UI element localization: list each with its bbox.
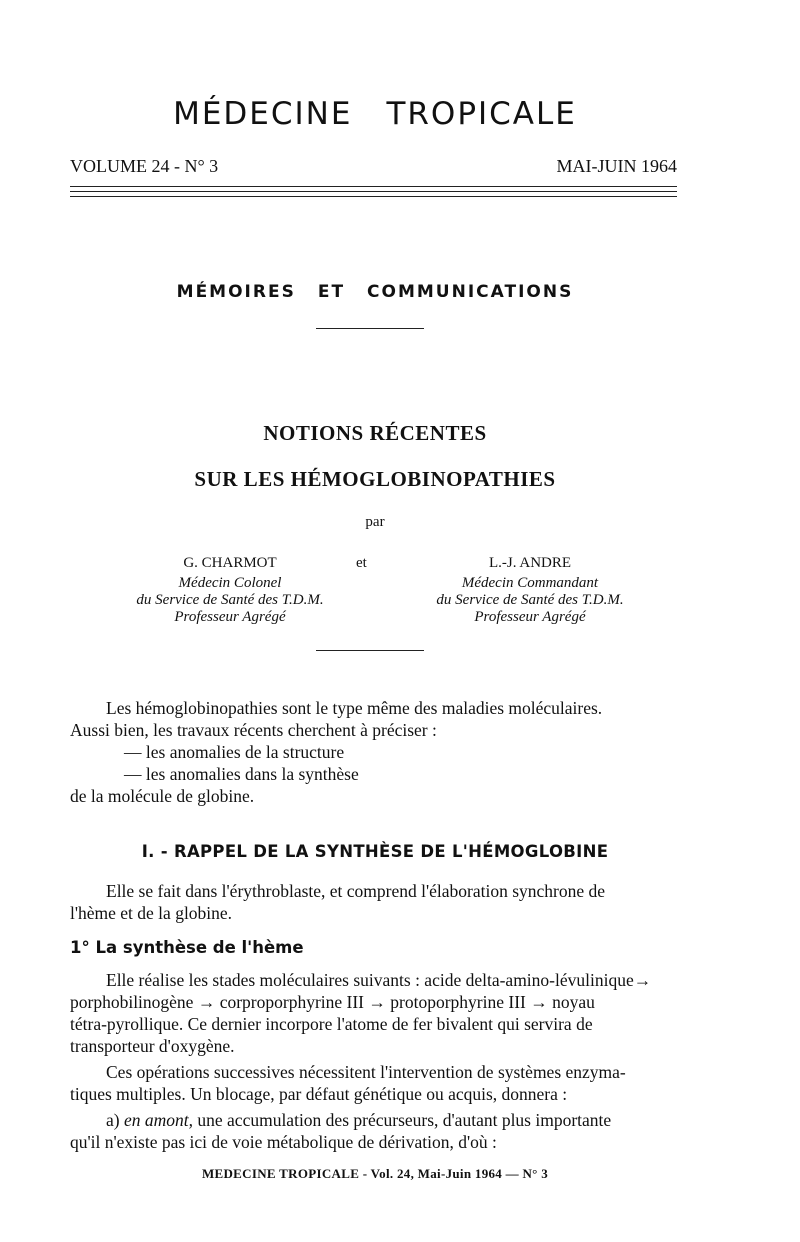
p4-italic: en amont, bbox=[123, 1110, 194, 1130]
author-2-title: Professeur Agrégé bbox=[474, 609, 586, 625]
p2-line3: tétra-pyrollique. Ce dernier incorpore l'atome de fer bivalent qui servira de bbox=[70, 1014, 593, 1034]
byline-and: et bbox=[356, 555, 367, 571]
page-footer: MEDECINE TROPICALE - Vol. 24, Mai-Juin 1964 — N° 3 bbox=[201, 1166, 549, 1181]
intro-line1: Les hémoglobinopathies sont le type même des maladies moléculaires. bbox=[106, 698, 603, 718]
p2-line1: Elle réalise les stades moléculaires suivants : acide delta-amino-lévulinique→ bbox=[106, 970, 652, 990]
issue-date: MAI-JUIN 1964 bbox=[556, 156, 677, 176]
article-title-line1: NOTIONS RÉCENTES bbox=[263, 421, 487, 445]
intro-end: de la molécule de globine. bbox=[70, 786, 255, 806]
author-2-service: du Service de Santé des T.D.M. bbox=[436, 592, 624, 608]
p4-line1 bbox=[106, 1109, 611, 1131]
header-rule-top bbox=[70, 186, 677, 187]
journal-title-word2: TROPICALE bbox=[386, 96, 577, 132]
author-1-rank: Médecin Colonel bbox=[178, 575, 282, 591]
p2-line2: porphobilinogène → corproporphyrine III → protoporphyrine III → noyau bbox=[70, 992, 595, 1012]
article-title-line2: SUR LES HÉMOGLOBINOPATHIES bbox=[194, 467, 556, 491]
journal-title-word1: MÉDECINE bbox=[173, 96, 353, 132]
section-word1: MÉMOIRES bbox=[176, 282, 296, 302]
p4-rest: une accumulation des précurseurs, d'autant plus importante bbox=[197, 1110, 612, 1130]
intro-line2: Aussi bien, les travaux récents cherchent à préciser : bbox=[70, 720, 437, 740]
byline-par: par bbox=[365, 514, 385, 530]
header-rule-bottom bbox=[70, 196, 677, 197]
header-rule-middle bbox=[70, 191, 677, 192]
author-1-name: G. CHARMOT bbox=[183, 555, 277, 571]
volume-number: VOLUME 24 - N° 3 bbox=[70, 156, 219, 176]
p4-line2: qu'il n'existe pas ici de voie métabolique de dérivation, d'où : bbox=[70, 1132, 497, 1152]
section-word3: COMMUNICATIONS bbox=[367, 282, 574, 302]
p1-line2: l'hème et de la globine. bbox=[70, 903, 233, 923]
author-2 bbox=[390, 555, 670, 626]
list-item-synthesis: — les anomalies dans la synthèse bbox=[124, 764, 359, 784]
author-2-rank: Médecin Commandant bbox=[461, 575, 599, 591]
section-divider bbox=[316, 328, 424, 329]
p2-line4: transporteur d'oxygène. bbox=[70, 1036, 235, 1056]
author-2-name: L.-J. ANDRE bbox=[488, 555, 572, 571]
author-1-service: du Service de Santé des T.D.M. bbox=[136, 592, 324, 608]
author-1 bbox=[90, 555, 370, 626]
p4-prefix: a) bbox=[106, 1110, 120, 1130]
authors-divider bbox=[316, 650, 424, 651]
section-heading-1: I. - RAPPEL DE LA SYNTHÈSE DE L'HÉMOGLOBINE bbox=[141, 842, 609, 861]
p3-line2: tiques multiples. Un blocage, par défaut génétique ou acquis, donnera : bbox=[70, 1084, 568, 1104]
journal-title bbox=[0, 96, 750, 132]
list-item-structure: — les anomalies de la structure bbox=[124, 742, 345, 762]
subsection-heading: 1° La synthèse de l'hème bbox=[70, 938, 304, 957]
section-heading bbox=[0, 282, 750, 302]
p1-line1: Elle se fait dans l'érythroblaste, et comprend l'élaboration synchrone de bbox=[106, 881, 606, 901]
section-word2: ET bbox=[317, 282, 346, 302]
author-1-title: Professeur Agrégé bbox=[174, 609, 286, 625]
p3-line1: Ces opérations successives nécessitent l'intervention de systèmes enzyma- bbox=[106, 1062, 626, 1082]
